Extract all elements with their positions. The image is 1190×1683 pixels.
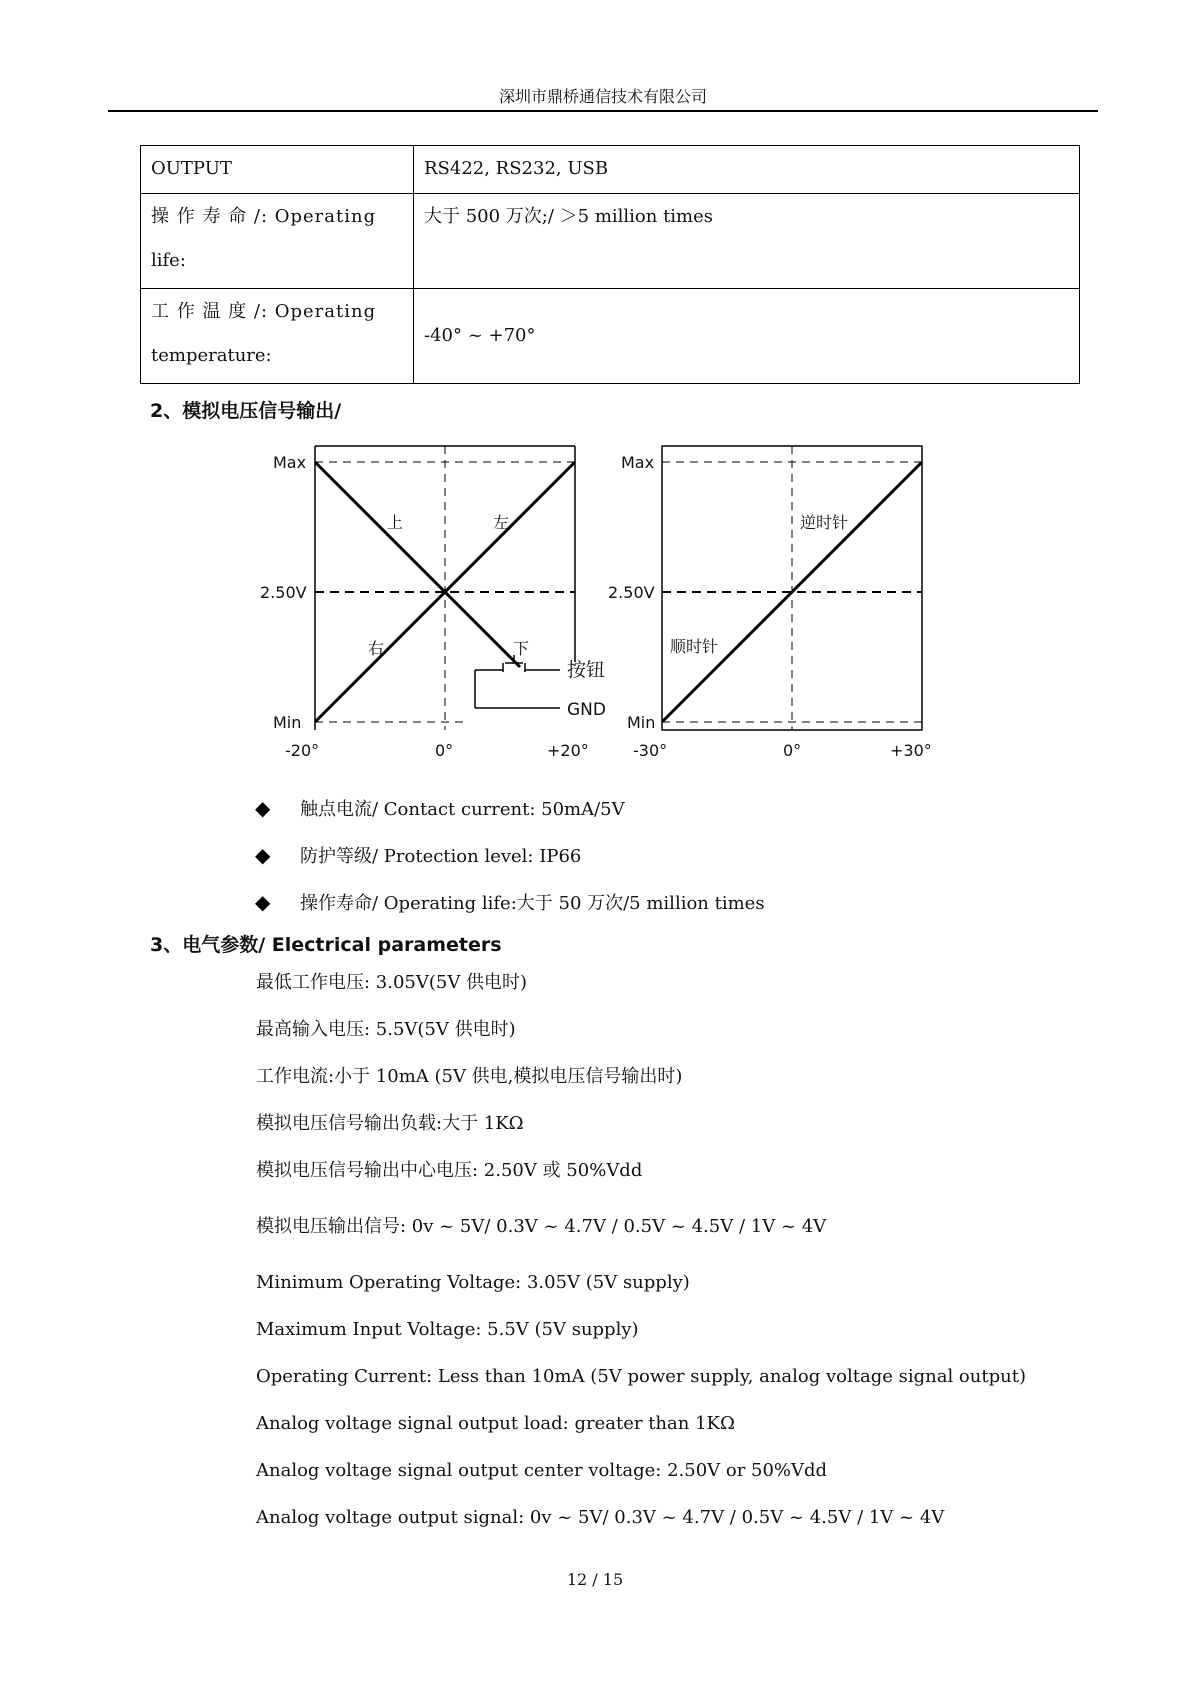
cell-label-text: OUTPUT [151,158,232,179]
direction-label-right: 右 [368,639,385,658]
table-cell-value [414,289,1080,384]
left-x-max-label: +20° [547,741,589,760]
left-falling-line [315,462,520,667]
left-x-center-label: 0° [435,741,454,760]
table-cell-label [141,146,414,194]
right-panel [608,446,932,760]
direction-label-left: 左 [493,513,510,532]
right-x-center-label: 0° [783,741,802,760]
param-line: 工作电流:小于 10mA (5V 供电,模拟电压信号输出时) [256,1066,683,1087]
table-cell-value [414,146,1080,194]
right-y-min-label: Min [627,713,656,732]
table-row [141,289,1080,384]
table-cell-label [141,289,414,384]
list-item [255,831,765,878]
param-line: 模拟电压信号输出负载:大于 1KΩ [256,1113,524,1134]
bullet-text: 防护等级/ Protection level: IP66 [300,845,582,867]
table-cell-label [141,194,414,289]
left-x-min-label: -20° [285,741,320,760]
param-line: Analog voltage signal output load: greater than 1KΩ [256,1413,735,1434]
cell-label-line1: 操 作 寿 命 /: Operating [151,206,377,227]
bullet-text: 操作寿命/ Operating life:大于 50 万次/5 million times [300,892,765,914]
right-x-min-label: -30° [633,741,668,760]
section-3-title: 3、电气参数/ Electrical parameters [150,934,502,956]
table-row [141,146,1080,194]
param-line: Operating Current: Less than 10mA (5V power supply, analog voltage signal output) [256,1366,1026,1387]
diamond-bullet-icon: ◆ [255,889,271,914]
direction-label-ccw: 逆时针 [800,513,849,532]
cell-value-text: 大于 500 万次;/ ＞5 million times [424,206,714,227]
param-line: 模拟电压信号输出中心电压: 2.50V 或 50%Vdd [256,1160,643,1181]
direction-label-cw: 顺时针 [670,637,719,656]
right-x-max-label: +30° [890,741,932,760]
cell-value-text: -40° ~ +70° [424,325,536,347]
direction-label-down: 下 [513,639,530,658]
param-line: Minimum Operating Voltage: 3.05V (5V supply) [256,1272,690,1293]
param-line: Analog voltage signal output center voltage: 2.50V or 50%Vdd [256,1460,828,1481]
page-number: 12 / 15 [566,1570,624,1589]
param-line: 最低工作电压: 3.05V(5V 供电时) [256,972,528,993]
button-switch-symbol [475,655,606,720]
table-row [141,194,1080,289]
param-line: 最高输入电压: 5.5V(5V 供电时) [256,1019,516,1040]
electrical-params-list [256,974,1026,1556]
param-line: Maximum Input Voltage: 5.5V (5V supply) [256,1319,639,1340]
bullet-list [255,784,765,925]
param-line: Analog voltage output signal: 0v ~ 5V/ 0.3V ~ 4.7V / 0.5V ~ 4.5V / 1V ~ 4V [256,1507,945,1528]
left-y-mid-label: 2.50V [260,583,307,602]
diamond-bullet-icon: ◆ [255,842,271,867]
page-header-company: 深圳市鼎桥通信技术有限公司 [498,87,707,106]
left-panel [260,446,589,760]
right-y-mid-label: 2.50V [608,583,655,602]
cell-label-line1: 工 作 温 度 /: Operating [151,301,377,322]
param-line: 模拟电压输出信号: 0v ~ 5V/ 0.3V ~ 4.7V / 0.5V ~ 4.5V / 1V ~ 4V [256,1216,827,1237]
section-2-title: 2、模拟电压信号输出/ [150,400,342,422]
spec-table [140,145,1080,384]
voltage-output-diagram [255,440,945,770]
cell-label-line2: life: [151,249,186,271]
switch-button-label: 按钮 [567,659,606,681]
left-y-min-label: Min [273,713,302,732]
list-item [255,878,765,925]
right-y-max-label: Max [621,453,655,472]
left-y-max-label: Max [273,453,307,472]
cell-value-text: RS422, RS232, USB [424,158,609,179]
bullet-text: 触点电流/ Contact current: 50mA/5V [300,798,625,820]
direction-label-up: 上 [387,513,404,532]
switch-gnd-label: GND [567,700,606,720]
cell-label-line2: temperature: [151,344,272,366]
diamond-bullet-icon: ◆ [255,795,271,820]
table-cell-value [414,194,1080,289]
list-item [255,784,765,831]
header-rule [108,110,1098,112]
